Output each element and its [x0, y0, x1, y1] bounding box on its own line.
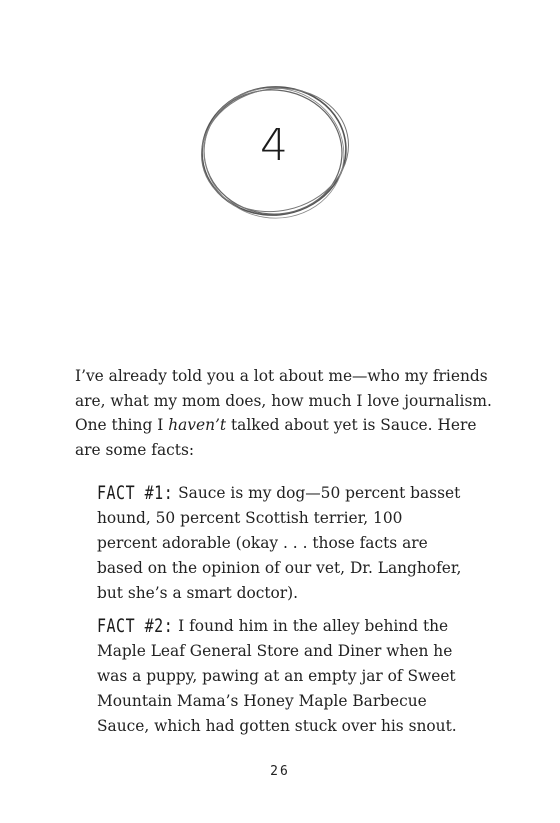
intro-paragraph	[75, 364, 495, 462]
fact-item	[97, 614, 467, 739]
page-number: 26	[270, 764, 290, 779]
fact-text: I found him in the alley behind the Maple Leaf General Store and Diner when he was a puppy, pawing at an empty jar of Sweet Mountain Mama’s Honey Maple Barbecue Sauce, which had gotten stuck over his snout.	[97, 617, 457, 735]
fact-label: FACT #2:	[97, 614, 174, 638]
intro-text-start: I’ve already told you a lot about me—who my friends are, what my mom does, how much I love journalism. One thing I	[75, 367, 492, 434]
intro-text-end: talked about yet is Sauce. Here are some facts:	[75, 416, 477, 459]
fact-text: Sauce is my dog—50 percent basset hound, 50 percent Scottish terrier, 100 percent adorable (okay . . . those facts are based on the opinion of our vet, Dr. Langhofer, but she’s a smart doctor).	[97, 484, 462, 602]
chapter-number: 4	[260, 120, 288, 171]
fact-item	[97, 481, 467, 606]
intro-emphasis: haven’t	[168, 416, 227, 434]
chapter-heading	[196, 80, 352, 222]
fact-label: FACT #1:	[97, 481, 174, 505]
